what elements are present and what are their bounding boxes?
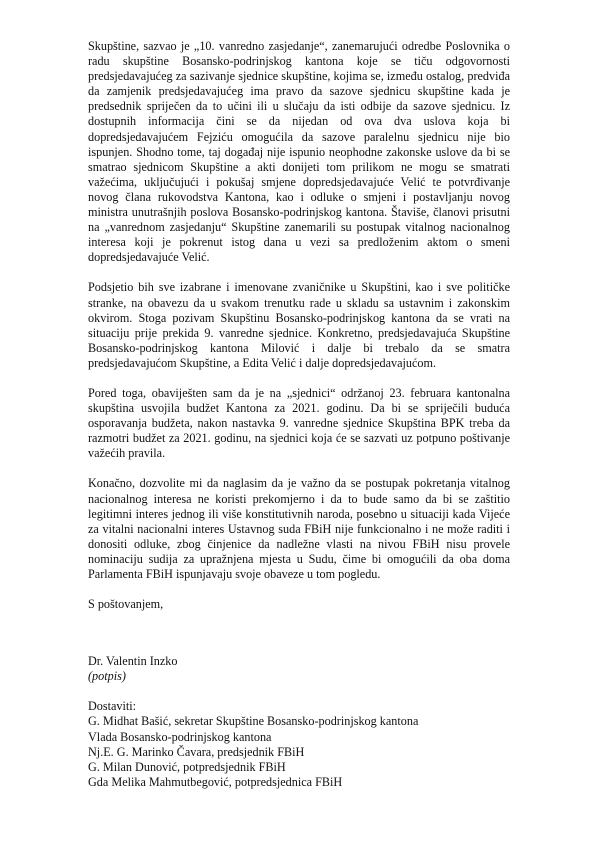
paragraph-budget: Pored toga, obaviješten sam da je na „sjednici“ održanoj 23. februara kantonalna skupština usvojila budžet Kantona za 2021. godinu. Da bi se spriječili buduća osporavanja budžeta, nakon nastavka 9. vanredne sjednice Skupština BPK treba da razmotri budžet za 2021. godinu, na sjednici koja će se sazvati uz potpuno poštivanje važećih pravila. — [88, 385, 510, 461]
paragraph-call-to-return: Podsjetio bih sve izabrane i imenovane zvaničnike u Skupštini, kao i sve političke stranke, na obavezu da u svakom trenutku rade u skladu sa ustavnim i zakonskim okvirom. Stoga pozivam Skupštinu Bosansko-podrinjskog kantona da se vrati na situaciju prije prekida 9. vanredne sjednice. Konkretno, predsjedavajuća Skupštine Bosansko-podrinjskog kantona Milović i dalje bi trebalo da se smatra predsjedavajućom Skupštine, a Edita Velić i dalje dopredsjedavajućom. — [88, 280, 510, 370]
paragraph-session-legality: Skupštine, sazvao je „10. vanredno zasjedanje“, zanemarujući odredbe Poslovnika o radu skupštine Bosansko-podrinjskog kantona koje se tiču odgovornosti predsjedavajućeg za sazivanje sjednice skupštine, kojima se, između ostalog, predviđa da zamjenik predsjedavajućeg ima pravo da sazove sjednicu skupštine kada je predsednik spriječen da to učini ili u slučaju da isti odbije da sazove sjednicu. Iz dostupnih informacija čini se da nijedan od ova dva uslova koja bi dopredsjedavajućem Fejziću omogućila da sazove paralelnu sjednicu nije bio ispunjen. Shodno tome, taj događaj nije ispunio neophodne zakonske uslove da bi se smatrao sjednicom Skupštine a akti donijeti tom prilikom ne mogu se smatrati važećima, uključujući i pokušaj smjene dopredsjedavajuće Velić te potvrđivanje novog člana rukovodstva Kantona, kao i odluke o smjeni i postavljanju novog ministra unutrašnjih poslova Bosansko-podrinjskog kantona. Štaviše, članovi prisutni na „vanrednom zasjedanju“ Skupštine zanemarili su postupak vitalnog nacionalnog interesa koji je pokrenut istog dana u vezi sa predloženim aktom o smeni dopredsjedavajuće Velić. — [88, 39, 510, 265]
paragraph-vital-interest: Konačno, dozvolite mi da naglasim da je važno da se postupak pokretanja vitalnog nacionalnog interesa ne koristi prekomjerno i da to bude samo da bi se zaštitio legitimni interes jednog ili više konstitutivnih naroda, posebno u situaciji kada Vijeće za vitalni nacionalni interes Ustavnog suda FBiH nije funkcionalno i ne može raditi i donositi odluke, zbog činjenice da nadležne vlasti na nivou FBiH nisu provele nominaciju sudija za upražnjena mjesta u Sudu, čime bi omogućili da oba doma Parlamenta FBiH ispunjavaju svoje obaveze u tom pogledu. — [88, 476, 510, 581]
distribution-title: Dostaviti: — [88, 699, 137, 714]
letter-page — [88, 39, 510, 790]
recipient-item: G. Midhat Bašić, sekretar Skupštine Bosansko-podrinjskog kantona — [88, 714, 419, 729]
recipient-item: G. Milan Dunović, potpredsjednik FBiH — [88, 759, 286, 774]
closing-salutation: S poštovanjem, — [88, 597, 164, 612]
recipient-item: Nj.E. G. Marinko Čavara, predsjednik FBiH — [88, 744, 305, 759]
recipient-item: Vlada Bosansko-podrinjskog kantona — [88, 729, 272, 744]
recipient-item: Gda Melika Mahmutbegović, potpredsjednica FBiH — [88, 774, 343, 789]
signatory-name: Dr. Valentin Inzko — [88, 654, 178, 669]
signature-note: (potpis) — [88, 669, 126, 684]
distribution-list — [88, 699, 510, 790]
